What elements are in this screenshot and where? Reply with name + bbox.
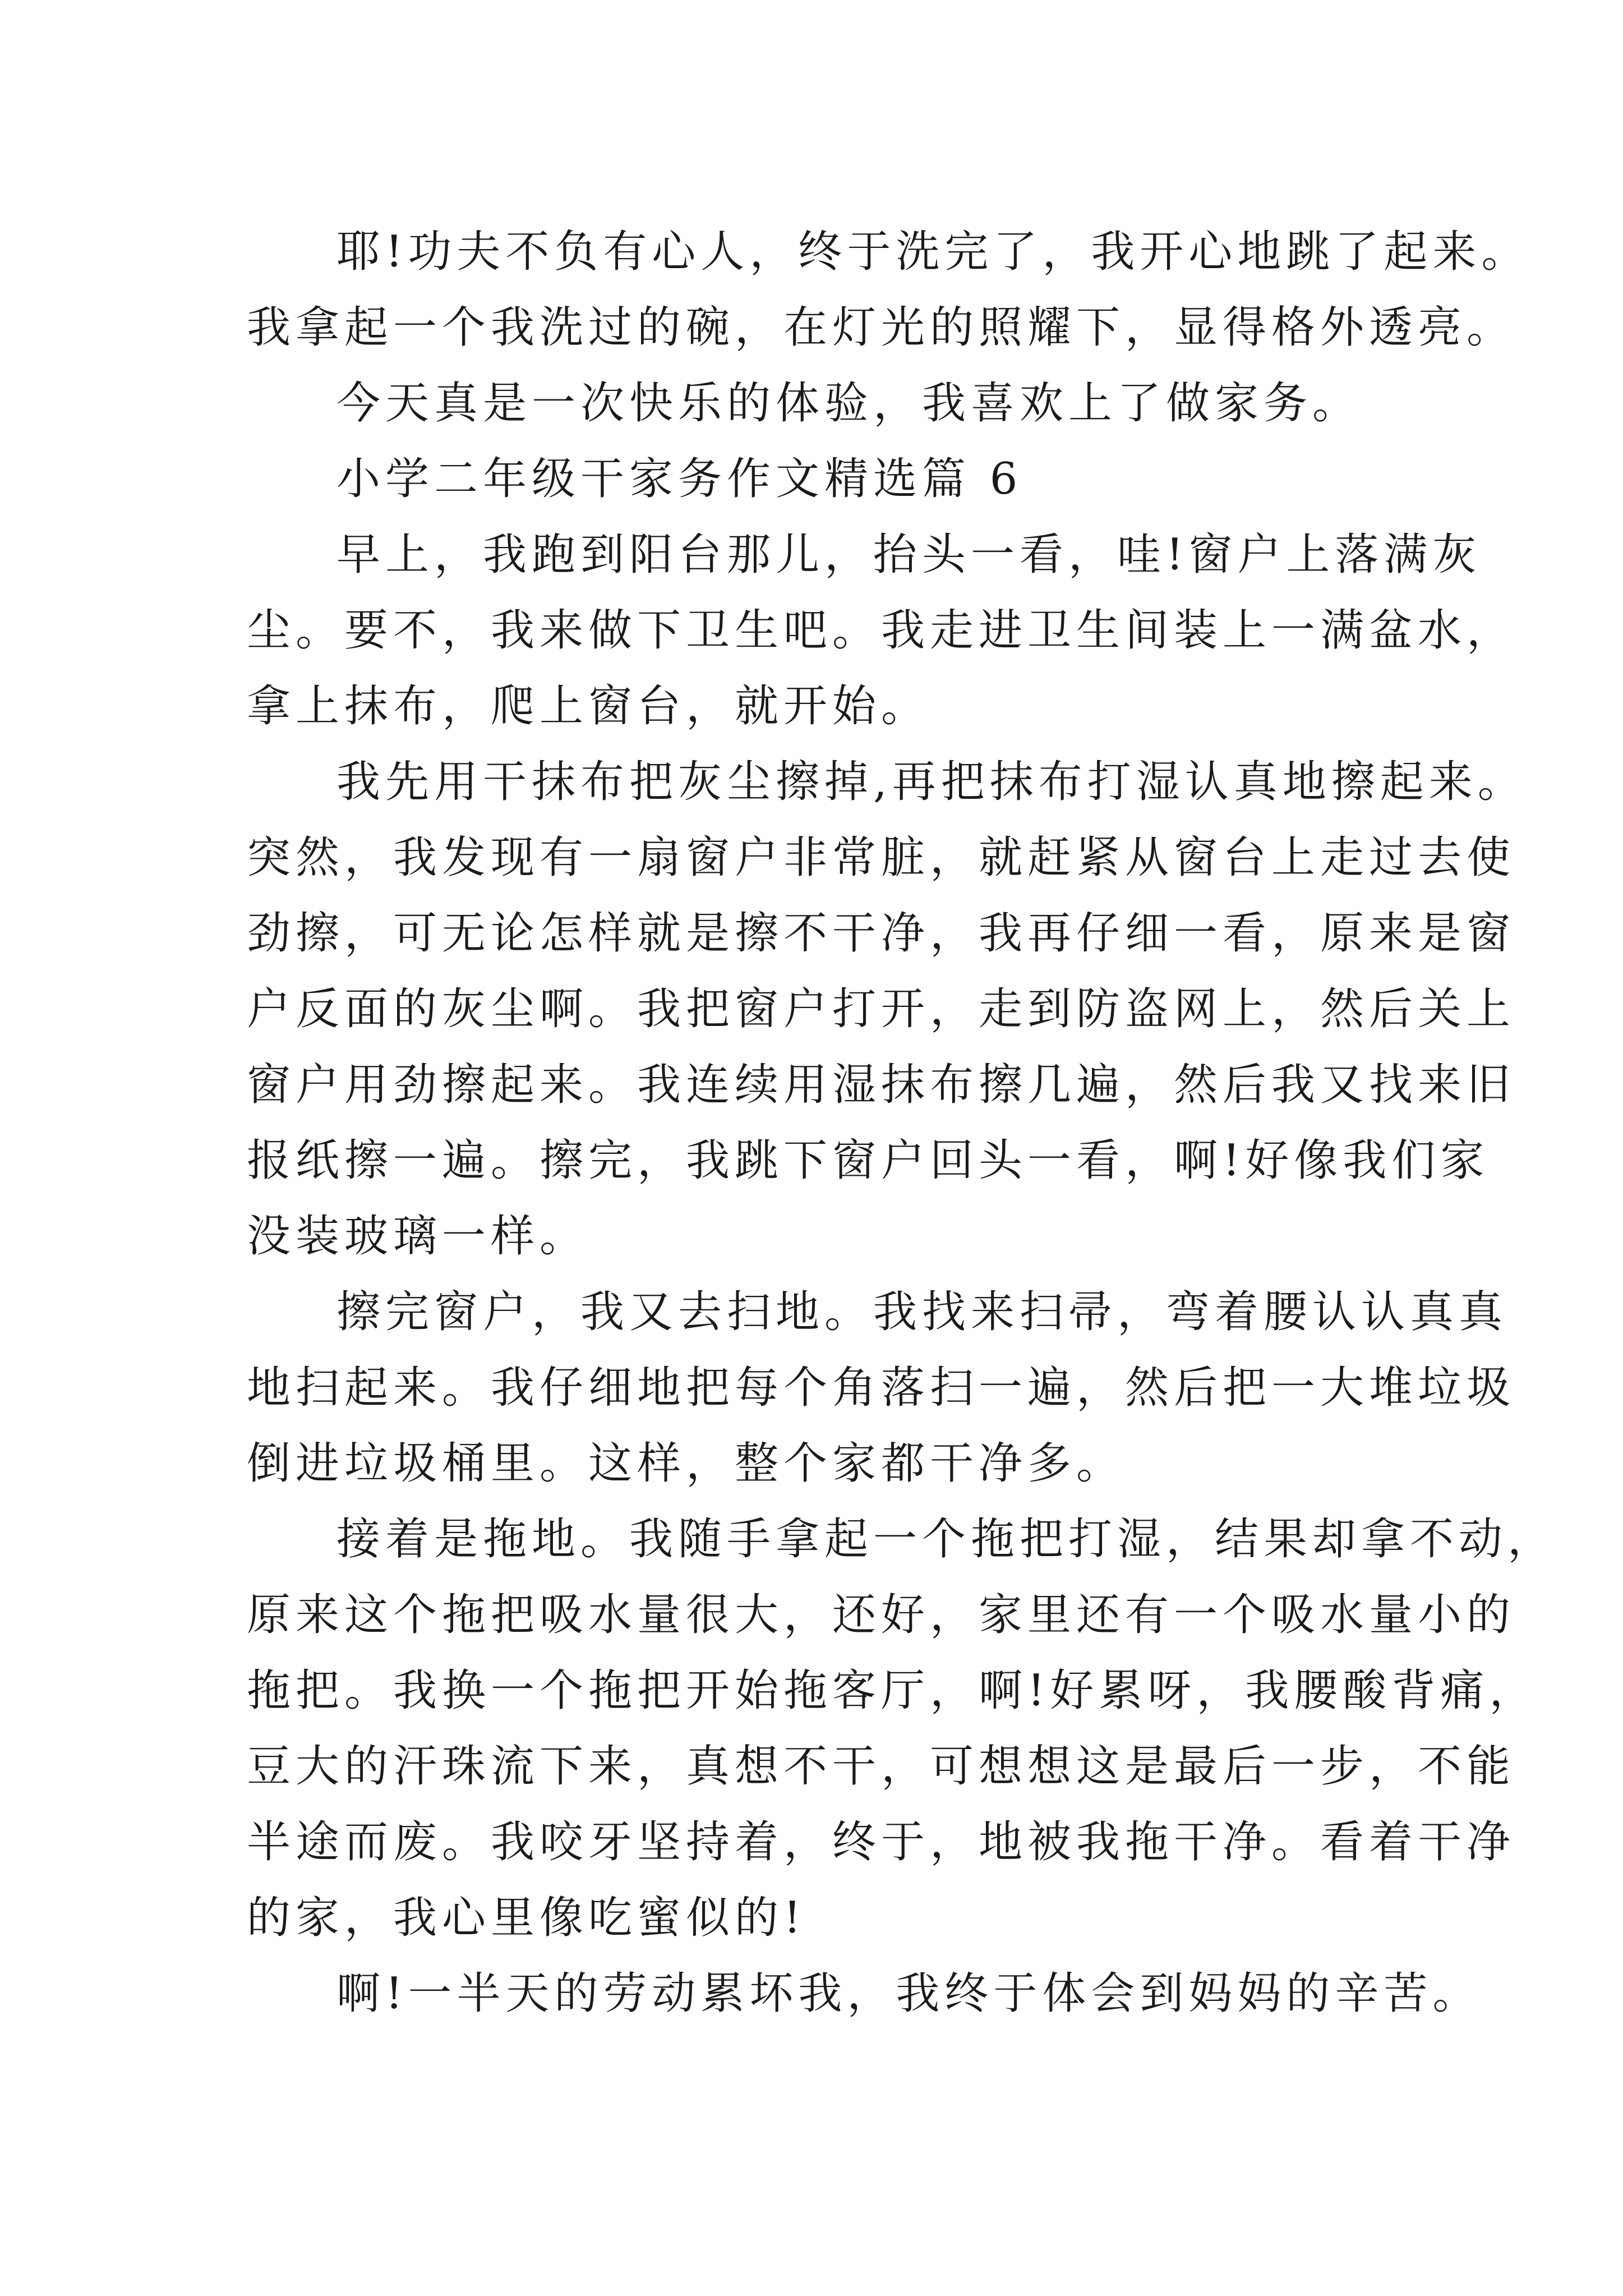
text-line: 尘。要不，我来做下卫生吧。我走进卫生间装上一满盆水， bbox=[247, 605, 1516, 656]
text-line: 半途而废。我咬牙坚持着，终于，地被我拖干净。看着干净 bbox=[247, 1817, 1516, 1867]
text-line: 报纸擦一遍。擦完，我跳下窗户回头一看，啊!好像我们家 bbox=[247, 1135, 1490, 1186]
paragraph bbox=[247, 1956, 1482, 2032]
paragraph bbox=[247, 1274, 1516, 1502]
text-line: 原来这个拖把吸水量很大，还好，家里还有一个吸水量小的 bbox=[247, 1590, 1516, 1640]
text-line: 我先用干抹布把灰尘擦掉,再把抹布打湿认真地擦起来。 bbox=[336, 757, 1527, 807]
essay-body bbox=[247, 214, 1557, 2032]
text-line: 拿上抹布，爬上窗台，就开始。 bbox=[247, 681, 930, 731]
section-heading bbox=[247, 441, 1413, 517]
text-line: 擦完窗户，我又去扫地。我找来扫帚，弯着腰认认真真 bbox=[336, 1287, 1508, 1337]
text-line: 劲擦，可无论怎样就是擦不干净，我再仔细一看，原来是窗 bbox=[247, 908, 1516, 959]
text-line: 没装玻璃一样。 bbox=[247, 1211, 589, 1262]
text-line: 啊!一半天的劳动累坏我，我终于体会到妈妈的辛苦。 bbox=[336, 1968, 1482, 2019]
text-line: 户反面的灰尘啊。我把窗户打开，走到防盗网上，然后关上 bbox=[247, 984, 1516, 1034]
text-line: 拖把。我换一个拖把开始拖客厅，啊!好累呀，我腰酸背痛， bbox=[247, 1665, 1538, 1716]
text-line: 倒进垃圾桶里。这样，整个家都干净多。 bbox=[247, 1438, 1126, 1489]
paragraph bbox=[247, 1502, 1557, 1956]
paragraph bbox=[247, 517, 1516, 744]
text-line: 豆大的汗珠流下来，真想不干，可想想这是最后一步，不能 bbox=[247, 1741, 1516, 1792]
text-line: 今天真是一次快乐的体验，我喜欢上了做家务。 bbox=[336, 378, 1362, 429]
paragraph bbox=[247, 214, 1530, 366]
text-line: 地扫起来。我仔细地把每个角落扫一遍，然后把一大堆垃圾 bbox=[247, 1363, 1516, 1413]
text-line: 我拿起一个我洗过的碗，在灯光的照耀下，显得格外透亮。 bbox=[247, 302, 1516, 353]
text-line: 小学二年级干家务作文精选篇 6 bbox=[336, 454, 1023, 504]
text-line: 的家，我心里像吃蜜似的! bbox=[247, 1893, 806, 1943]
text-line: 耶!功夫不负有心人，终于洗完了，我开心地跳了起来。 bbox=[336, 227, 1530, 277]
paragraph bbox=[247, 366, 1413, 441]
text-line: 早上，我跑到阳台那儿，抬头一看，哇!窗户上落满灰 bbox=[336, 530, 1482, 580]
text-line: 接着是拖地。我随手拿起一个拖把打湿，结果却拿不动， bbox=[336, 1514, 1557, 1565]
text-line: 突然，我发现有一扇窗户非常脏，就赶紧从窗台上走过去使 bbox=[247, 832, 1516, 883]
paragraph bbox=[247, 744, 1527, 1274]
text-line: 窗户用劲擦起来。我连续用湿抹布擦几遍，然后我又找来旧 bbox=[247, 1060, 1516, 1110]
